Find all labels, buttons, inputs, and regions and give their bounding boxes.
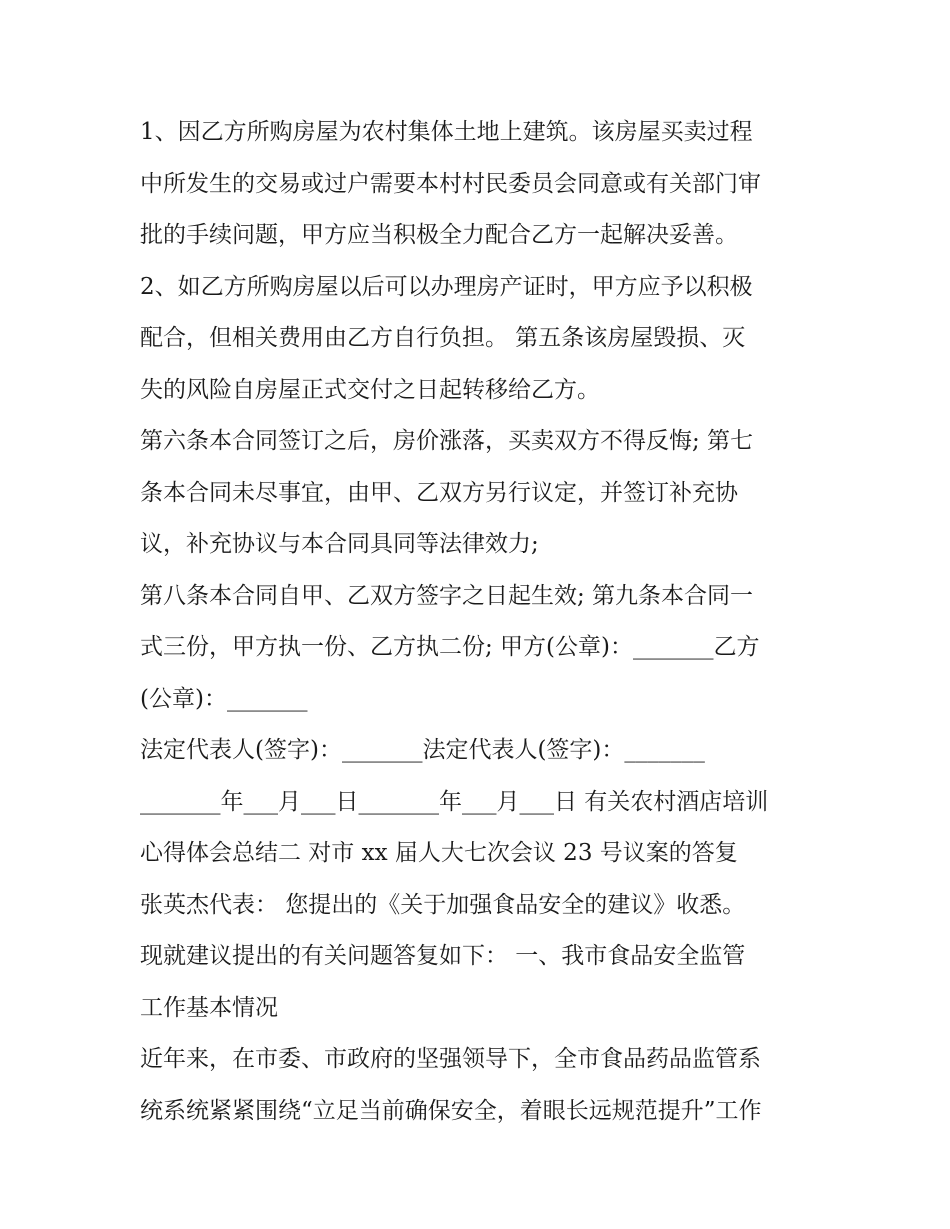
text-line: 第八条本合同自甲、乙双方签字之日起生效; 第九条本合同一	[140, 582, 754, 609]
text-line: _______年___月___日_______年___月___日 有关农村酒店培训	[140, 788, 769, 815]
text-line: 心得体会总结二 对市 xx 届人大七次会议 23 号议案的答复	[140, 840, 738, 866]
text-line: 工作基本情况	[140, 994, 278, 1021]
text-line: 第六条本合同签订之后，房价涨落，买卖双方不得反悔; 第七	[140, 428, 754, 454]
text-line: 法定代表人(签字)：_______法定代表人(签字)：_______	[140, 737, 705, 763]
text-line: 现就建议提出的有关问题答复如下： 一、我市食品安全监管	[140, 943, 746, 969]
text-line: 配合，但相关费用由乙方自行负担。 第五条该房屋毁损、灭	[140, 325, 746, 351]
text-line: 1、因乙方所购房屋为农村集体土地上建筑。该房屋买卖过程	[140, 119, 753, 145]
text-line: 中所发生的交易或过户需要本村村民委员会同意或有关部门审	[140, 170, 761, 197]
text-line: 失的风险自房屋正式交付之日起转移给乙方。	[140, 376, 600, 403]
text-line: 统系统紧紧围绕“立足当前确保安全，着眼长远规范提升”工作	[140, 1097, 762, 1124]
text-line: (公章)：_______	[140, 685, 308, 712]
text-line: 式三份，甲方执一份、乙方执二份; 甲方(公章)：_______乙方	[140, 634, 760, 660]
text-line: 条本合同未尽事宜，由甲、乙双方另行议定，并签订补充协	[140, 479, 738, 506]
document-body	[140, 107, 820, 1137]
text-line: 批的手续问题，甲方应当积极全力配合乙方一起解决妥善。	[140, 222, 738, 248]
text-line: 议，补充协议与本合同具同等法律效力;	[140, 531, 539, 557]
text-line: 近年来，在市委、市政府的坚强领导下，全市食品药品监管系	[140, 1046, 761, 1072]
text-line: 2、如乙方所购房屋以后可以办理房产证时，甲方应予以积极	[140, 273, 753, 300]
text-line: 张英杰代表： 您提出的《关于加强食品安全的建议》收悉。	[140, 891, 746, 918]
